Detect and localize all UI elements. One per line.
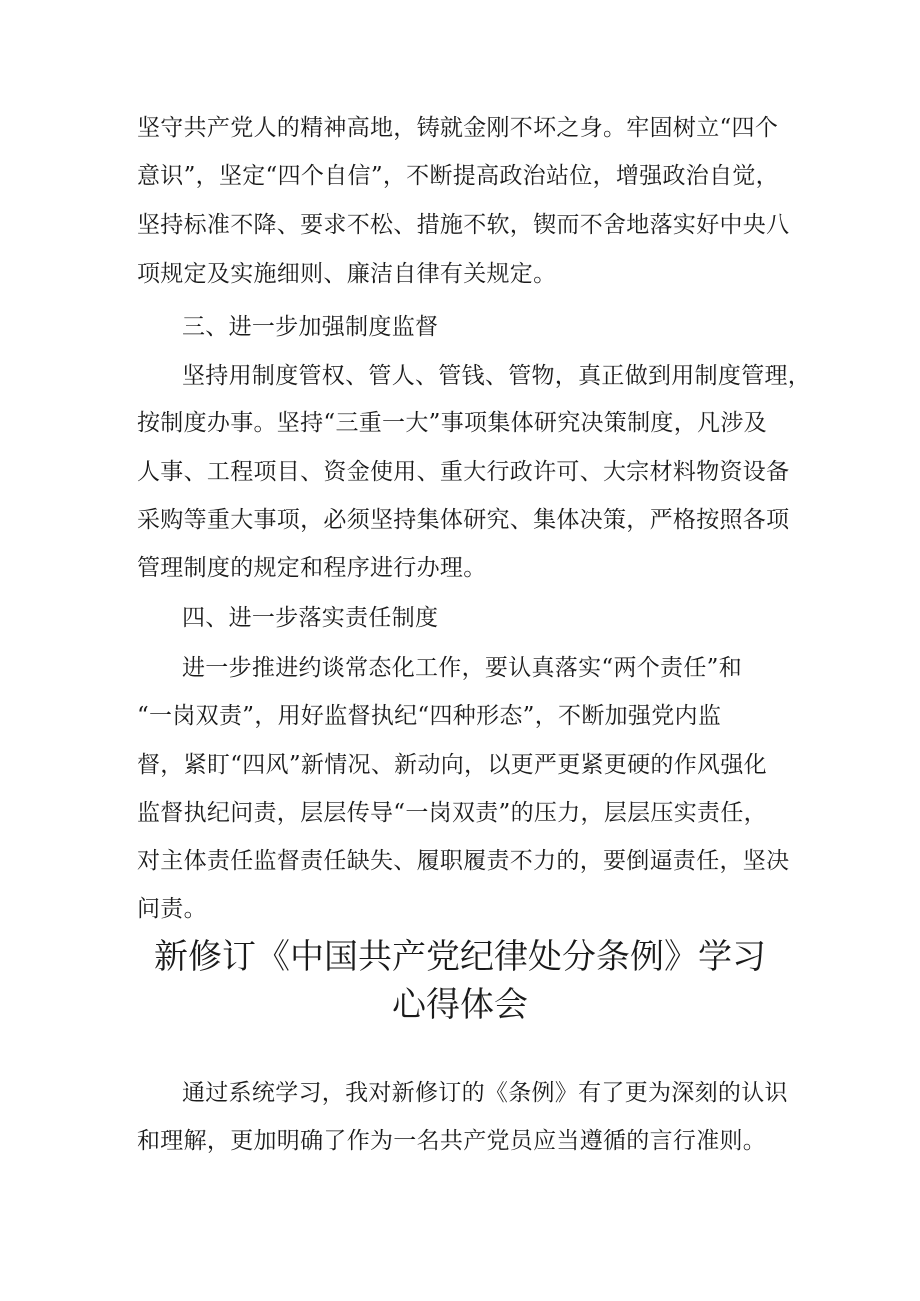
article-title: 心得体会 (392, 985, 528, 1025)
section-heading: 四、进一步落实责任制度 (182, 605, 439, 631)
body-line: 督，紧盯“四风”新情况、新动向，以更严更紧更硬的作风强化 (137, 752, 767, 778)
body-line: 进一步推进约谈常态化工作，要认真落实“两个责任”和 (182, 655, 743, 681)
body-line: 通过系统学习，我对新修订的《条例》有了更为深刻的认识 (182, 1080, 788, 1106)
body-line: 监督执纪问责，层层传导“一岗双责”的压力，层层压实责任， (137, 800, 767, 826)
body-line: 坚持标准不降、要求不松、措施不软，锲而不舍地落实好中央八 (137, 212, 790, 238)
body-line: 问责。 (137, 896, 207, 922)
body-line: 按制度办事。坚持“三重一大”事项集体研究决策制度，凡涉及 (137, 410, 767, 436)
body-line: 采购等重大事项，必须坚持集体研究、集体决策，严格按照各项 (137, 507, 790, 533)
article-title: 新修订《中国共产党纪律处分条例》学习 (154, 937, 766, 977)
section-heading: 三、进一步加强制度监督 (182, 314, 439, 340)
body-line: 坚持用制度管权、管人、管钱、管物，真正做到用制度管理， (182, 363, 812, 389)
body-line: 和理解，更加明确了作为一名共产党员应当遵循的言行准则。 (137, 1128, 767, 1154)
body-line: 人事、工程项目、资金使用、重大行政许可、大宗材料物资设备 (137, 459, 790, 485)
body-line: 管理制度的规定和程序进行办理。 (137, 555, 487, 581)
body-line: “一岗双责”，用好监督执纪“四种形态”，不断加强党内监 (137, 703, 722, 729)
body-line: 项规定及实施细则、廉洁自律有关规定。 (137, 261, 557, 287)
body-line: 意识”，坚定“四个自信”，不断提高政治站位，增强政治自觉， (137, 163, 779, 189)
body-line: 对主体责任监督责任缺失、履职履责不力的，要倒逼责任，坚决 (137, 848, 790, 874)
body-line: 坚守共产党人的精神高地，铸就金刚不坏之身。牢固树立“四个 (137, 115, 779, 141)
